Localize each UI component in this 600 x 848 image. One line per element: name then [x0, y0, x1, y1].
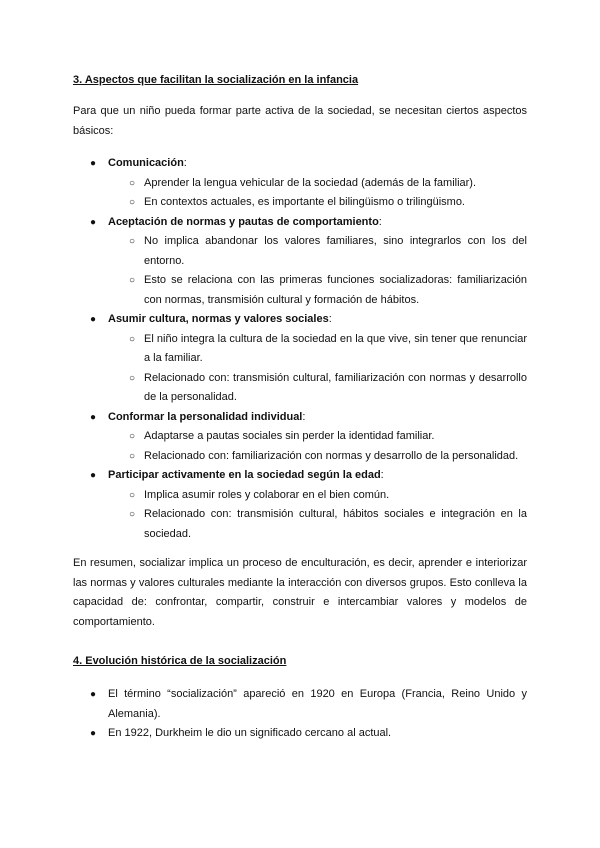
sub-item-text: Aprender la lengua vehicular de la sociedad (además de la familiar). — [144, 176, 477, 189]
list-item — [73, 408, 527, 467]
item-title: Comunicación — [108, 157, 184, 169]
sub-list-item — [108, 427, 527, 447]
history-list — [73, 685, 527, 744]
item-colon: : — [378, 215, 382, 228]
sub-item-text: Relacionado con: transmisión cultural, familiarización con normas y desarrollo de la personalidad. — [144, 371, 527, 403]
circle-bullet-icon: ○ — [128, 236, 136, 247]
sub-item-text: Implica asumir roles y colaborar en el bien común. — [144, 488, 390, 501]
sub-list-item — [108, 330, 527, 369]
sub-list-item — [108, 505, 527, 544]
circle-bullet-icon: ○ — [128, 197, 136, 208]
bullet-icon: ● — [89, 470, 97, 481]
item-colon: : — [328, 313, 332, 325]
item-text: El término “socialización” apareció en 1920 en Europa (Francia, Reino Unido y Alemania). — [108, 688, 527, 720]
circle-bullet-icon: ○ — [128, 177, 136, 189]
item-title: Conformar la personalidad individual — [108, 410, 303, 423]
circle-bullet-icon: ○ — [128, 275, 136, 286]
sub-list-item — [108, 447, 527, 467]
section-4-heading: 4. Evolución histórica de la socialización — [73, 655, 287, 667]
sub-list-item — [108, 271, 527, 310]
list-item — [73, 685, 527, 724]
circle-bullet-icon: ○ — [128, 489, 136, 501]
item-title: Participar activamente en la sociedad según la edad — [108, 469, 381, 481]
sub-item-text: Relacionado con: familiarización con normas y desarrollo de la personalidad. — [144, 449, 519, 462]
item-title: Asumir cultura, normas y valores sociales — [108, 313, 329, 325]
sub-item-text: En contextos actuales, es importante el bilingüismo o trilingüismo. — [144, 196, 465, 208]
list-item — [73, 154, 527, 213]
sub-item-text: Relacionado con: transmisión cultural, hábitos sociales e integración en la sociedad. — [144, 508, 527, 540]
item-colon: : — [380, 469, 384, 481]
sub-list-item — [108, 486, 527, 506]
circle-bullet-icon: ○ — [128, 450, 136, 462]
sub-list — [108, 486, 527, 545]
sub-list-item — [108, 174, 527, 194]
circle-bullet-icon: ○ — [128, 372, 136, 384]
circle-bullet-icon: ○ — [128, 509, 136, 520]
sub-item-text: El niño integra la cultura de la sociedad en la que vive, sin tener que renunciar a la familiar. — [144, 332, 527, 364]
sub-item-text: No implica abandonar los valores familiares, sino integrarlos con los del entorno. — [144, 235, 527, 267]
sub-list-item — [108, 193, 527, 213]
bullet-icon: ● — [89, 314, 97, 325]
bullet-icon: ● — [89, 728, 97, 739]
aspects-list — [73, 154, 527, 544]
list-item — [73, 213, 527, 311]
sub-item-text: Esto se relaciona con las primeras funciones socializadoras: familiarización con normas, transmisión cultural y formación de hábitos. — [144, 274, 527, 306]
list-item — [73, 466, 527, 544]
bullet-icon: ● — [89, 158, 97, 169]
sub-list — [108, 330, 527, 408]
circle-bullet-icon: ○ — [128, 431, 136, 442]
list-item — [73, 310, 527, 408]
sub-list — [108, 232, 527, 310]
item-title: Aceptación de normas y pautas de comportamiento — [108, 215, 379, 228]
circle-bullet-icon: ○ — [128, 333, 136, 345]
sub-list-item — [108, 232, 527, 271]
sub-list — [108, 174, 527, 213]
list-item — [73, 724, 527, 744]
sub-list-item — [108, 369, 527, 408]
bullet-icon: ● — [89, 216, 97, 228]
sub-list — [108, 427, 527, 466]
sub-item-text: Adaptarse a pautas sociales sin perder la identidad familiar. — [144, 430, 435, 442]
section-3-heading: 3. Aspectos que facilitan la socialización en la infancia — [73, 74, 359, 86]
item-colon: : — [302, 410, 306, 423]
bullet-icon: ● — [89, 689, 97, 700]
bullet-icon: ● — [89, 411, 97, 423]
section-3-intro: Para que un niño pueda formar parte activa de la sociedad, se necesitan ciertos aspectos básicos: — [73, 105, 527, 137]
item-text: En 1922, Durkheim le dio un significado cercano al actual. — [108, 727, 392, 739]
item-colon: : — [183, 157, 187, 169]
section-3-summary: En resumen, socializar implica un proceso de enculturación, es decir, aprender e interiorizar las normas y valores culturales mediante la interacción con diversos grupos. Esto conlleva la capacidad de: confrontar, compartir, construir e intercambiar valores y modelos de comportamiento. — [73, 557, 527, 628]
